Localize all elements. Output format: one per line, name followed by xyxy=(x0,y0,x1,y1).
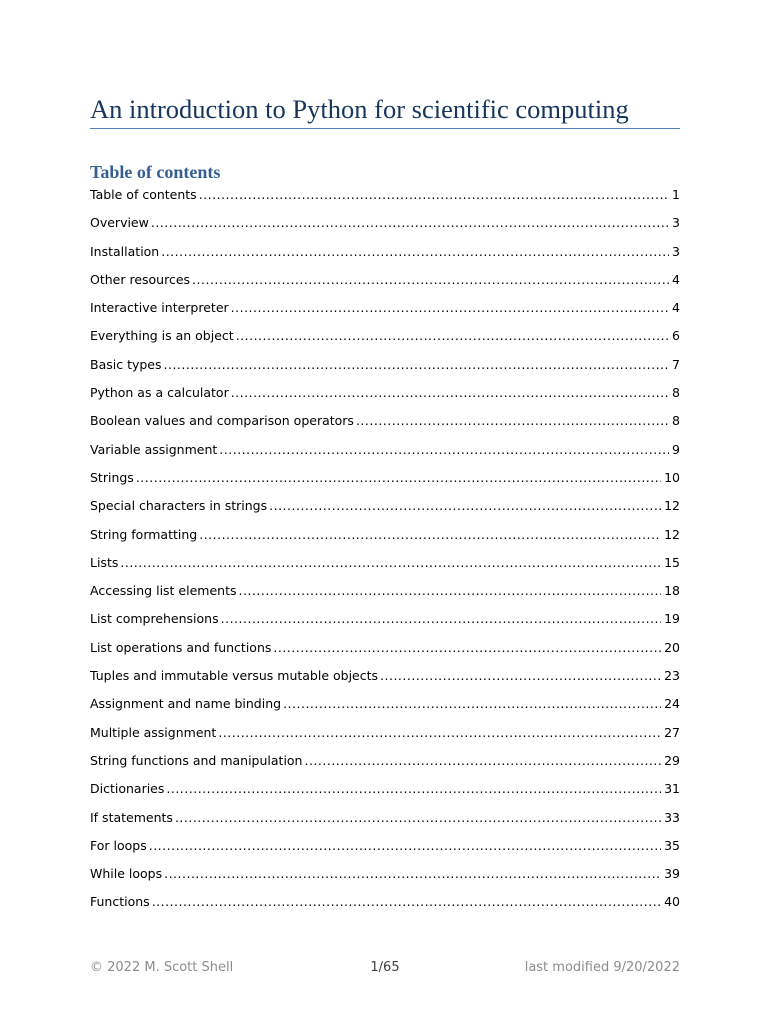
toc-dot-leader xyxy=(380,665,661,687)
toc-dot-leader xyxy=(175,807,661,829)
toc-entry-label: Overview xyxy=(90,215,149,231)
toc-entry-page: 15 xyxy=(664,554,680,570)
toc-entry[interactable] xyxy=(90,580,680,608)
toc-entry-page: 33 xyxy=(664,809,680,825)
toc-entry[interactable] xyxy=(90,382,680,410)
toc-entry-page: 8 xyxy=(672,385,680,401)
toc-entry-page: 20 xyxy=(664,639,680,655)
toc-entry-label: Accessing list elements xyxy=(90,583,237,599)
toc-entry[interactable] xyxy=(90,693,680,721)
table-of-contents xyxy=(90,184,680,920)
toc-entry-page: 4 xyxy=(672,300,680,316)
toc-entry[interactable] xyxy=(90,241,680,269)
toc-entry-page: 29 xyxy=(664,752,680,768)
toc-dot-leader xyxy=(199,524,661,546)
toc-entry[interactable] xyxy=(90,552,680,580)
footer-page-number: 1/65 xyxy=(370,960,400,975)
page-footer xyxy=(90,958,680,978)
toc-dot-leader xyxy=(231,297,669,319)
toc-entry-label: Other resources xyxy=(90,271,191,287)
toc-entry[interactable] xyxy=(90,891,680,919)
toc-entry-label: Tuples and immutable versus mutable objects xyxy=(90,668,379,684)
toc-entry[interactable] xyxy=(90,524,680,552)
toc-entry-label: Variable assignment xyxy=(90,441,218,457)
toc-entry[interactable] xyxy=(90,495,680,523)
toc-heading: Table of contents xyxy=(90,162,221,182)
toc-entry[interactable] xyxy=(90,665,680,693)
toc-dot-leader xyxy=(161,241,669,263)
toc-dot-leader xyxy=(152,891,661,913)
toc-entry[interactable] xyxy=(90,778,680,806)
toc-entry-label: List operations and functions xyxy=(90,639,272,655)
toc-entry[interactable] xyxy=(90,807,680,835)
toc-dot-leader xyxy=(219,439,669,461)
toc-entry-page: 3 xyxy=(672,243,680,259)
toc-entry-label: Boolean values and comparison operators xyxy=(90,413,354,429)
toc-entry-page: 40 xyxy=(664,894,680,910)
footer-copyright: © 2022 M. Scott Shell xyxy=(90,960,234,975)
toc-entry-page: 19 xyxy=(664,611,680,627)
toc-entry-label: List comprehensions xyxy=(90,611,219,627)
toc-entry-page: 18 xyxy=(664,583,680,599)
toc-entry-page: 9 xyxy=(672,441,680,457)
toc-entry-label: Interactive interpreter xyxy=(90,300,229,316)
toc-entry-label: Special characters in strings xyxy=(90,498,268,514)
toc-entry[interactable] xyxy=(90,637,680,665)
toc-dot-leader xyxy=(218,722,661,744)
toc-entry-page: 1 xyxy=(672,187,680,202)
toc-dot-leader xyxy=(236,325,669,347)
toc-entry-page: 12 xyxy=(664,526,680,542)
toc-entry[interactable] xyxy=(90,467,680,495)
toc-entry-page: 24 xyxy=(664,696,680,712)
toc-entry-label: Python as a calculator xyxy=(90,385,229,401)
toc-entry-label: Installation xyxy=(90,243,160,259)
toc-dot-leader xyxy=(149,835,661,857)
toc-dot-leader xyxy=(151,212,669,234)
toc-entry[interactable] xyxy=(90,750,680,778)
toc-entry-label: Functions xyxy=(90,894,150,910)
toc-entry-label: Table of contents xyxy=(90,187,197,202)
toc-entry-label: While loops xyxy=(90,866,163,882)
toc-entry-page: 10 xyxy=(664,469,680,485)
toc-dot-leader xyxy=(136,467,661,489)
toc-dot-leader xyxy=(238,580,661,602)
toc-entry-label: Dictionaries xyxy=(90,781,165,797)
toc-entry-label: Assignment and name binding xyxy=(90,696,282,712)
toc-dot-leader xyxy=(269,495,661,517)
toc-entry-label: String formatting xyxy=(90,526,198,542)
toc-entry[interactable] xyxy=(90,269,680,297)
toc-entry-label: String functions and manipulation xyxy=(90,752,303,768)
toc-entry-label: Everything is an object xyxy=(90,328,234,344)
toc-dot-leader xyxy=(164,863,661,885)
toc-entry-page: 12 xyxy=(664,498,680,514)
toc-dot-leader xyxy=(199,184,669,206)
toc-entry[interactable] xyxy=(90,439,680,467)
toc-entry-label: For loops xyxy=(90,837,147,853)
toc-entry[interactable] xyxy=(90,608,680,636)
toc-entry-label: Multiple assignment xyxy=(90,724,217,740)
toc-entry-page: 6 xyxy=(672,328,680,344)
toc-entry[interactable] xyxy=(90,212,680,240)
toc-entry-page: 4 xyxy=(672,271,680,287)
toc-dot-leader xyxy=(192,269,669,291)
toc-dot-leader xyxy=(273,637,661,659)
toc-dot-leader xyxy=(231,382,669,404)
toc-entry-label: Basic types xyxy=(90,356,162,372)
toc-dot-leader xyxy=(304,750,661,772)
toc-entry-page: 27 xyxy=(664,724,680,740)
toc-entry-page: 39 xyxy=(664,866,680,882)
toc-entry-label: Lists xyxy=(90,554,119,570)
page-title: An introduction to Python for scientific computing xyxy=(90,94,629,124)
toc-entry[interactable] xyxy=(90,410,680,438)
toc-dot-leader xyxy=(120,552,661,574)
toc-entry[interactable] xyxy=(90,325,680,353)
toc-entry-page: 7 xyxy=(672,356,680,372)
footer-last-modified: last modified 9/20/2022 xyxy=(524,960,680,975)
title-divider xyxy=(90,128,680,129)
toc-dot-leader xyxy=(166,778,661,800)
toc-entry-page: 31 xyxy=(664,781,680,797)
toc-entry[interactable] xyxy=(90,835,680,863)
toc-entry-label: Strings xyxy=(90,469,134,485)
toc-dot-leader xyxy=(283,693,661,715)
toc-entry[interactable] xyxy=(90,722,680,750)
toc-entry[interactable] xyxy=(90,184,680,212)
toc-entry[interactable] xyxy=(90,354,680,382)
toc-entry-page: 23 xyxy=(664,668,680,684)
toc-entry-page: 8 xyxy=(672,413,680,429)
toc-dot-leader xyxy=(164,354,670,376)
toc-entry-page: 35 xyxy=(664,837,680,853)
toc-entry-page: 3 xyxy=(672,215,680,231)
toc-entry-label: If statements xyxy=(90,809,173,825)
toc-dot-leader xyxy=(356,410,669,432)
toc-dot-leader xyxy=(221,608,661,630)
toc-entry[interactable] xyxy=(90,863,680,891)
toc-entry[interactable] xyxy=(90,297,680,325)
